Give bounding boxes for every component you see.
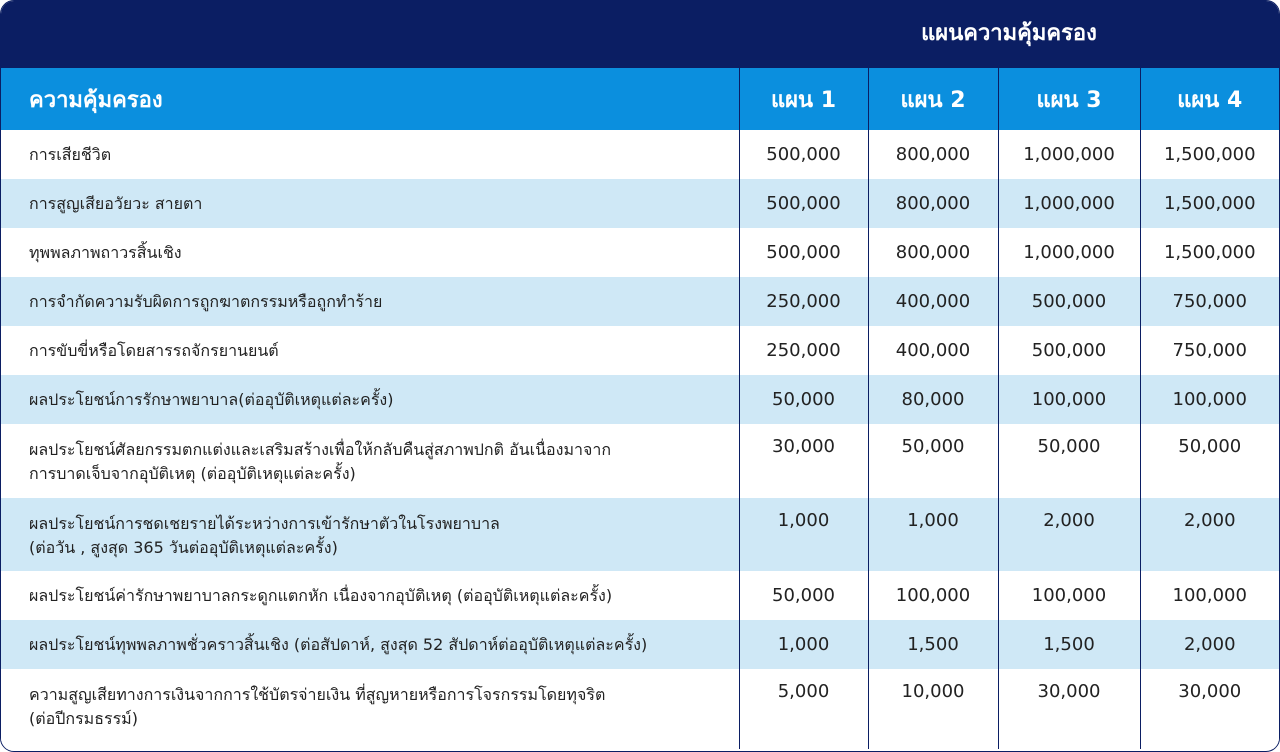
table-row: [1, 669, 1279, 749]
plan-2-value: 800,000: [868, 228, 998, 277]
coverage-label: [1, 326, 739, 375]
plan-2-value: 50,000: [868, 424, 998, 498]
plan-group-title: แผนความคุ้มครอง: [739, 1, 1279, 68]
plan-1-value: 500,000: [739, 228, 868, 277]
plan-3-value: 100,000: [998, 375, 1140, 424]
table-row: [1, 277, 1279, 326]
plan-3-value: 1,500: [998, 620, 1140, 669]
plan-4-value: 100,000: [1140, 375, 1279, 424]
label-line: ผลประโยชน์ค่ารักษาพยาบาลกระดูกแตกหัก เนื่องจากอุบัติเหตุ (ต่ออุบัติเหตุแต่ละครั้ง): [29, 586, 613, 605]
plan-2-value: 1,500: [868, 620, 998, 669]
plan-4-value: 1,500,000: [1140, 228, 1279, 277]
plan-3-value: 2,000: [998, 498, 1140, 571]
plan-4-value: 750,000: [1140, 326, 1279, 375]
plan-1-value: 250,000: [739, 277, 868, 326]
plan-4-value: 750,000: [1140, 277, 1279, 326]
table-row: [1, 130, 1279, 179]
plan-4-value: 100,000: [1140, 571, 1279, 620]
plan-1-value: 500,000: [739, 179, 868, 228]
plan-1-value: 500,000: [739, 130, 868, 179]
plan-2-value: 800,000: [868, 130, 998, 179]
table-row: [1, 498, 1279, 571]
coverage-label: [1, 620, 739, 669]
coverage-label: [1, 228, 739, 277]
plan-1-value: 50,000: [739, 571, 868, 620]
plan-1-value: 1,000: [739, 498, 868, 571]
coverage-label: [1, 498, 739, 571]
plan-2-header: แผน 2: [868, 68, 998, 130]
coverage-label: [1, 669, 739, 749]
label-line: การขับขี่หรือโดยสารรถจักรยานยนต์: [29, 341, 279, 360]
coverage-label: [1, 375, 739, 424]
label-line: การจำกัดความรับผิดการถูกฆาตกรรมหรือถูกทำร้าย: [29, 292, 383, 311]
plan-4-value: 2,000: [1140, 498, 1279, 571]
plan-4-value: 2,000: [1140, 620, 1279, 669]
label-line: การสูญเสียอวัยวะ สายตา: [29, 194, 203, 213]
table-row: [1, 571, 1279, 620]
coverage-table: [1, 1, 1279, 749]
header-spacer: [1, 1, 739, 68]
plan-3-value: 50,000: [998, 424, 1140, 498]
plan-1-value: 30,000: [739, 424, 868, 498]
plan-1-value: 250,000: [739, 326, 868, 375]
label-line: การบาดเจ็บจากอุบัติเหตุ (ต่ออุบัติเหตุแต่ละครั้ง): [29, 464, 356, 483]
table-row: [1, 424, 1279, 498]
plan-1-header: แผน 1: [739, 68, 868, 130]
table-row: [1, 375, 1279, 424]
plan-4-value: 1,500,000: [1140, 179, 1279, 228]
label-line: ทุพพลภาพถาวรสิ้นเชิง: [29, 243, 182, 262]
plan-2-value: 1,000: [868, 498, 998, 571]
table-row: [1, 620, 1279, 669]
plan-4-value: 30,000: [1140, 669, 1279, 749]
plan-2-value: 10,000: [868, 669, 998, 749]
plan-3-value: 100,000: [998, 571, 1140, 620]
coverage-label: [1, 277, 739, 326]
label-line: (ต่อวัน , สูงสุด 365 วันต่ออุบัติเหตุแต่ละครั้ง): [29, 538, 338, 557]
label-line: (ต่อปีกรมธรรม์): [29, 709, 138, 728]
label-line: ผลประโยชน์ศัลยกรรมตกแต่งและเสริมสร้างเพื่อให้กลับคืนสู่สภาพปกติ อันเนื่องมาจาก: [29, 440, 612, 459]
table-row: [1, 326, 1279, 375]
plan-1-value: 50,000: [739, 375, 868, 424]
plan-group-header-row: [1, 1, 1279, 68]
column-header-row: [1, 68, 1279, 130]
coverage-label: [1, 571, 739, 620]
plan-4-value: 1,500,000: [1140, 130, 1279, 179]
label-line: ผลประโยชน์การชดเชยรายได้ระหว่างการเข้ารักษาตัวในโรงพยาบาล: [29, 514, 500, 533]
plan-2-value: 400,000: [868, 326, 998, 375]
label-line: ผลประโยชน์การรักษาพยาบาล(ต่ออุบัติเหตุแต่ละครั้ง): [29, 390, 394, 409]
plan-3-value: 1,000,000: [998, 228, 1140, 277]
label-line: ผลประโยชน์ทุพพลภาพชั่วคราวสิ้นเชิง (ต่อสัปดาห์, สูงสุด 52 สัปดาห์ต่ออุบัติเหตุแต่ละครั้ง): [29, 635, 648, 654]
plan-2-value: 80,000: [868, 375, 998, 424]
plan-3-value: 500,000: [998, 277, 1140, 326]
plan-3-value: 500,000: [998, 326, 1140, 375]
coverage-label: [1, 424, 739, 498]
coverage-label: [1, 179, 739, 228]
plan-1-value: 5,000: [739, 669, 868, 749]
label-line: ความสูญเสียทางการเงินจากการใช้บัตรจ่ายเงิน ที่สูญหายหรือการโจรกรรมโดยทุจริต: [29, 685, 606, 704]
plan-4-header: แผน 4: [1140, 68, 1279, 130]
plan-2-value: 400,000: [868, 277, 998, 326]
table-row: [1, 179, 1279, 228]
label-line: การเสียชีวิต: [29, 145, 112, 164]
coverage-column-header: ความคุ้มครอง: [1, 68, 739, 130]
plan-3-value: 1,000,000: [998, 179, 1140, 228]
plan-2-value: 800,000: [868, 179, 998, 228]
plan-4-value: 50,000: [1140, 424, 1279, 498]
plan-2-value: 100,000: [868, 571, 998, 620]
plan-3-value: 30,000: [998, 669, 1140, 749]
coverage-label: [1, 130, 739, 179]
plan-1-value: 1,000: [739, 620, 868, 669]
plan-3-header: แผน 3: [998, 68, 1140, 130]
plan-3-value: 1,000,000: [998, 130, 1140, 179]
table-row: [1, 228, 1279, 277]
